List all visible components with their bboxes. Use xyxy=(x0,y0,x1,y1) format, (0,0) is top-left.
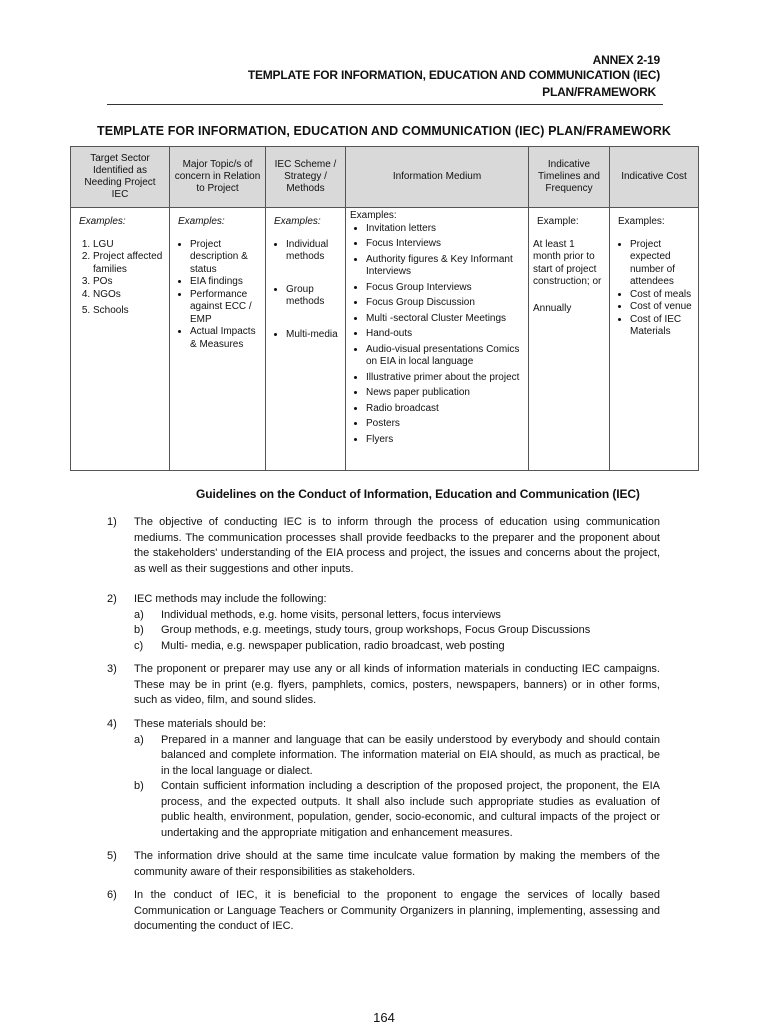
example-label: Example: xyxy=(537,216,579,227)
list-item: • Multi-media xyxy=(286,329,341,342)
guideline-text xyxy=(134,717,660,841)
examples-label: Examples: xyxy=(618,216,665,227)
iec-plan-table xyxy=(70,146,699,471)
list-item: • Actual Impacts & Measures xyxy=(190,326,261,351)
examples-label: Examples: xyxy=(274,216,321,227)
guideline-text: The information drive should at the same time inculcate value formation by making the members of the community aware of their responsibilities as stakeholders. xyxy=(134,850,660,878)
examples-label: Examples: xyxy=(79,216,126,227)
list-item: • Project expected number of attendees xyxy=(630,239,694,289)
list-item: • EIA findings xyxy=(190,276,261,289)
list-item: • Cost of venue xyxy=(630,301,694,314)
list-item: • Cost of meals xyxy=(630,289,694,302)
guideline-number: 4) xyxy=(107,718,117,730)
list-item: • Focus Group Interviews xyxy=(366,282,524,295)
guideline-subitem xyxy=(134,608,660,624)
guideline-lead: IEC methods may include the following: xyxy=(134,593,327,605)
cost-list xyxy=(614,239,694,339)
medium-list xyxy=(350,223,524,447)
list-item: 4. NGOs xyxy=(93,289,165,302)
cell-indicative-cost xyxy=(610,208,699,471)
header-title-line2: PLAN/FRAMEWORK xyxy=(542,85,656,99)
scheme-list xyxy=(270,239,341,342)
list-item: 1. LGU xyxy=(93,239,165,252)
guideline-text xyxy=(134,592,660,654)
list-item: • Illustrative primer about the project xyxy=(366,372,524,385)
timeline-text: At least 1 month prior to start of project construction; or xyxy=(533,238,602,287)
cell-major-topics xyxy=(170,208,266,471)
table-row xyxy=(71,208,699,471)
guideline-item xyxy=(107,515,660,577)
subitem-letter: b) xyxy=(134,624,144,636)
guideline-item xyxy=(107,662,660,709)
guidelines-title: Guidelines on the Conduct of Information, Education and Communication (IEC) xyxy=(196,487,640,501)
list-item: • Individual methods xyxy=(286,239,341,264)
guideline-item xyxy=(107,888,660,935)
list-item: 2. Project affected families xyxy=(93,251,165,276)
header-major-topics: Major Topic/s of concern in Relation to Project xyxy=(170,147,266,208)
subitem-text: Group methods, e.g. meetings, study tours, group workshops, Focus Group Discussions xyxy=(161,624,591,636)
list-item: 3. POs xyxy=(93,276,165,289)
cell-timelines xyxy=(529,208,610,471)
list-item: • Hand-outs xyxy=(366,328,524,341)
header-indicative-cost: Indicative Cost xyxy=(610,147,699,208)
list-item: • Audio-visual presentations Comics on EIA in local language xyxy=(366,344,524,369)
guideline-subitem xyxy=(134,623,660,639)
cell-iec-scheme xyxy=(266,208,346,471)
header-timelines: Indicative Timelines and Frequency xyxy=(529,147,610,208)
list-item: • Multi -sectoral Cluster Meetings xyxy=(366,313,524,326)
timeline-frequency: Annually xyxy=(533,302,572,314)
table-header-row xyxy=(71,147,699,208)
guideline-item xyxy=(107,592,660,654)
subitem-letter: c) xyxy=(134,639,144,652)
list-item: • Radio broadcast xyxy=(366,403,524,416)
guideline-item xyxy=(107,717,660,841)
list-item: • Posters xyxy=(366,418,524,431)
guideline-subitem xyxy=(134,733,660,780)
guideline-number: 5) xyxy=(107,850,117,862)
guideline-text: The objective of conducting IEC is to inform through the process of education using communication mediums. The communication processes shall provide feedbacks to the preparer and the proponent about the stakeholders' understanding of the EIA process and project, the issues and concerns about the project, as well as their suggestions and other inputs. xyxy=(134,516,660,575)
list-item: • Flyers xyxy=(366,434,524,447)
guideline-text: In the conduct of IEC, it is beneficial to the proponent to engage the services of locally based Communication or Language Teachers or Community Organizers in planning, implementing, assessing and documenting the conduct of IEC. xyxy=(134,889,660,932)
subitem-letter: b) xyxy=(134,780,144,792)
list-item: • Invitation letters xyxy=(366,223,524,236)
header-information-medium: Information Medium xyxy=(346,147,529,208)
subitem-letter: a) xyxy=(134,733,144,746)
subitem-letter: a) xyxy=(134,608,144,621)
list-item: • Project description & status xyxy=(190,239,261,277)
list-item: • Group methods xyxy=(286,284,341,309)
guideline-number: 3) xyxy=(107,663,117,675)
list-item: • Cost of IEC Materials xyxy=(630,314,694,339)
list-item: • News paper publication xyxy=(366,387,524,400)
list-item: • Performance against ECC / EMP xyxy=(190,289,261,327)
header-target-sector: Target Sector Identified as Needing Project IEC xyxy=(71,147,170,208)
target-list xyxy=(75,239,165,318)
cell-information-medium xyxy=(346,208,529,471)
examples-label: Examples: xyxy=(178,216,225,227)
guideline-number: 2) xyxy=(107,593,117,605)
list-item: • Authority figures & Key Informant Interviews xyxy=(366,254,524,279)
cell-target-sector xyxy=(71,208,170,471)
list-item: • Focus Interviews xyxy=(366,238,524,251)
examples-label: Examples: xyxy=(350,210,397,221)
subitem-text: Individual methods, e.g. home visits, personal letters, focus interviews xyxy=(161,608,501,621)
guideline-subitem xyxy=(134,639,660,655)
page-number: 164 xyxy=(373,1010,395,1025)
header-iec-scheme: IEC Scheme / Strategy / Methods xyxy=(266,147,346,208)
list-item: 5. Schools xyxy=(93,305,165,318)
template-title: TEMPLATE FOR INFORMATION, EDUCATION AND COMMUNICATION (IEC) PLAN/FRAMEWORK xyxy=(96,124,671,138)
guideline-item xyxy=(107,849,660,880)
header-title-line1: TEMPLATE FOR INFORMATION, EDUCATION AND COMMUNICATION (IEC) xyxy=(247,68,660,82)
list-item: • Focus Group Discussion xyxy=(366,297,524,310)
guideline-number: 6) xyxy=(107,889,117,901)
annex-label: ANNEX 2-19 xyxy=(592,53,660,67)
subitem-text: Multi- media, e.g. newspaper publication, radio broadcast, web posting xyxy=(161,639,505,652)
subitem-text: Prepared in a manner and language that can be easily understood by everybody and should contain balanced and complete information. The information material on EIA should, as much as practical, be in the local language or dialect. xyxy=(161,733,660,777)
topics-list xyxy=(174,239,261,352)
header-divider xyxy=(107,104,663,105)
subitem-text: Contain sufficient information including a description of the proposed project, the proponent, the EIA process, and the expected outputs. It shall also include such appropriate studies as evaluation of public health, environment, population, gender, socio-economic, and cultural impacts of the project or undertaking and the appropriate mitigation and enhancement measures. xyxy=(161,780,660,839)
guideline-lead: These materials should be: xyxy=(134,718,267,730)
guideline-number: 1) xyxy=(107,516,117,528)
guideline-text: The proponent or preparer may use any or all kinds of information materials in conducting IEC campaigns. These may be in print (e.g. flyers, pamphlets, comics, posters, newspapers, banners) or in other forms, such as video, film, and sound slides. xyxy=(134,663,660,706)
guideline-subitem xyxy=(134,779,660,841)
